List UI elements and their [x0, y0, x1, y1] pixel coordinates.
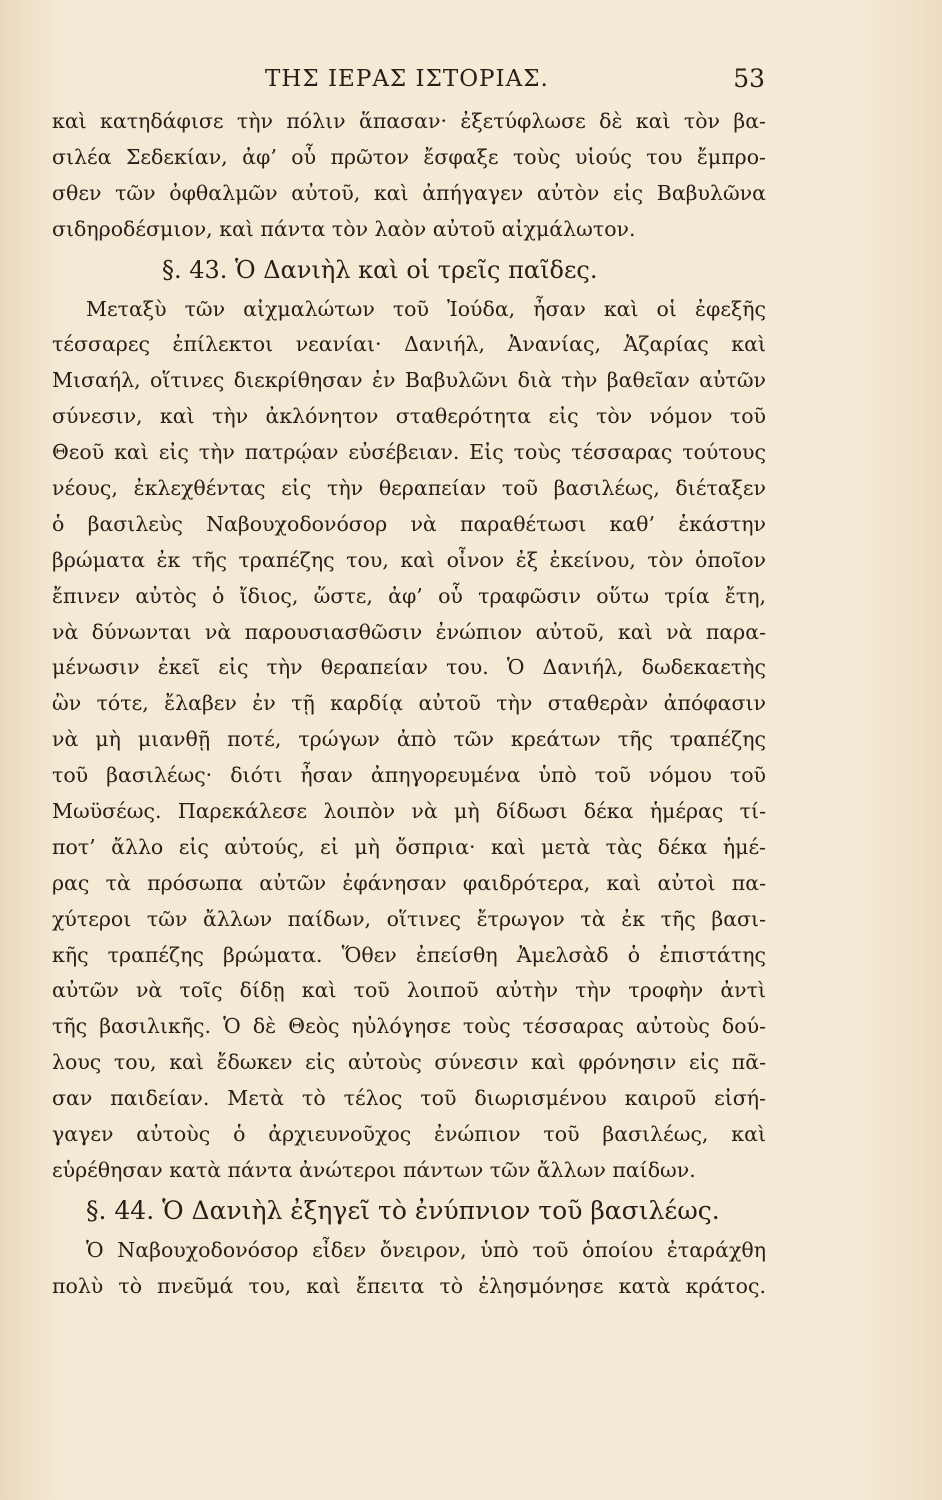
running-head [50, 60, 765, 104]
text-line: σιλέα Σεδεκίαν, ἀφ’ οὗ πρῶτον ἔσφαξε τοὺς υἱούς του ἔμπρο- [52, 144, 766, 169]
body-text [52, 104, 766, 1305]
text-line: ποτ’ ἄλλο εἰς αὐτούς, εἰ μὴ ὄσπρια· καὶ μετὰ τὰς δέκα ἡμέ- [52, 834, 766, 859]
text-line: αὐτῶν νὰ τοῖς δίδῃ καὶ τοῦ λοιποῦ αὐτὴν τὴν τροφὴν ἀντὶ [52, 978, 766, 1003]
text-line: ρας τὰ πρόσωπα αὐτῶν ἐφάνησαν φαιδρότερα, καὶ αὐτοὶ πα- [52, 870, 766, 895]
text-line: νὰ μὴ μιανθῇ ποτέ, τρώγων ἀπὸ τῶν κρεάτων τῆς τραπέζης [52, 727, 766, 752]
running-title: ΤΗΣ ΙΕΡΑΣ ΙΣΤΟΡΙΑΣ. [265, 66, 549, 92]
text-line: Μισαήλ, οἵτινες διεκρίθησαν ἐν Βαβυλῶνι διὰ τὴν βαθεῖαν αὐτῶν [52, 368, 766, 393]
text-line: νέους, ἐκλεχθέντας εἰς τὴν θεραπείαν τοῦ βασιλέως, διέταξεν [52, 476, 766, 501]
text-line: βρώματα ἐκ τῆς τραπέζης του, καὶ οἶνον ἐξ ἐκείνου, τὸν ὁποῖον [52, 547, 766, 572]
text-line: μένωσιν ἐκεῖ εἰς τὴν θεραπείαν του. Ὁ Δανιήλ, δωδεκαετὴς [52, 655, 766, 680]
section-heading-43: §. 43. Ὁ Δανιὴλ καὶ οἱ τρεῖς παῖδες. [162, 255, 598, 284]
text-line: ὁ βασιλεὺς Ναβουχοδονόσορ νὰ παραθέτωσι καθ’ ἑκάστην [52, 511, 766, 536]
text-line: σθεν τῶν ὀφθαλμῶν αὐτοῦ, καὶ ἀπήγαγεν αὐτὸν εἰς Βαβυλῶνα [52, 180, 766, 205]
text-line: καὶ κατηδάφισε τὴν πόλιν ἅπασαν· ἐξετύφλωσε δὲ καὶ τὸν βα- [52, 109, 766, 133]
text-line: σιδηροδέσμιον, καὶ πάντα τὸν λαὸν αὐτοῦ αἰχμάλωτον. [52, 216, 636, 241]
text-line: ἔπινεν αὐτὸς ὁ ἴδιος, ὥστε, ἀφ’ οὗ τραφῶσιν οὕτω τρία ἔτη, [52, 583, 766, 608]
page-number: 53 [733, 64, 765, 93]
text-line: κῆς τραπέζης βρώματα. Ὅθεν ἐπείσθη Ἀμελσὰδ ὁ ἐπιστάτης [52, 942, 766, 967]
text-line: σύνεσιν, καὶ τὴν ἀκλόνητον σταθερότητα εἰς τὸν νόμον τοῦ [52, 404, 766, 429]
text-line: λους του, καὶ ἔδωκεν εἰς αὐτοὺς σύνεσιν καὶ φρόνησιν εἰς πᾶ- [52, 1050, 766, 1075]
text-line: Ὁ Ναβουχοδονόσορ εἶδεν ὄνειρον, ὑπὸ τοῦ ὁποίου ἐταράχθη [86, 1237, 766, 1262]
text-line: τῆς βασιλικῆς. Ὁ δὲ Θεὸς ηὐλόγησε τοὺς τέσσαρας αὐτοὺς δού- [52, 1014, 766, 1039]
text-line: σαν παιδείαν. Μετὰ τὸ τέλος τοῦ διωρισμένου καιροῦ εἰσή- [52, 1086, 766, 1111]
section-heading-44: §. 44. Ὁ Δανιὴλ ἐξηγεῖ τὸ ἐνύπνιον τοῦ βασιλέως. [86, 1195, 720, 1225]
text-line: γαγεν αὐτοὺς ὁ ἀρχιευνοῦχος ἐνώπιον τοῦ βασιλέως, καὶ [52, 1122, 766, 1147]
text-line: τοῦ βασιλέως· διότι ἦσαν ἀπηγορευμένα ὑπὸ τοῦ νόμου τοῦ [52, 763, 766, 788]
text-line: Μεταξὺ τῶν αἰχμαλώτων τοῦ Ἰούδα, ἦσαν καὶ οἱ ἐφεξῆς [86, 296, 766, 321]
text-line: ὢν τότε, ἔλαβεν ἐν τῇ καρδίᾳ αὐτοῦ τὴν σταθερὰν ἀπόφασιν [52, 691, 766, 716]
text-line: τέσσαρες ἐπίλεκτοι νεανίαι· Δανιήλ, Ἀνανίας, Ἀζαρίας καὶ [52, 332, 766, 357]
text-line: πολὺ τὸ πνεῦμά του, καὶ ἔπειτα τὸ ἐλησμόνησε κατὰ κράτος. [52, 1273, 766, 1298]
text-line: Θεοῦ καὶ εἰς τὴν πατρῴαν εὐσέβειαν. Εἰς τοὺς τέσσαρας τούτους [52, 440, 766, 465]
text-line: νὰ δύνωνται νὰ παρουσιασθῶσιν ἐνώπιον αὐτοῦ, καὶ νὰ παρα- [52, 619, 766, 644]
text-line: χύτεροι τῶν ἄλλων παίδων, οἵτινες ἔτρωγον τὰ ἐκ τῆς βασι- [52, 906, 766, 931]
text-line: Μωϋσέως. Παρεκάλεσε λοιπὸν νὰ μὴ δίδωσι δέκα ἡμέρας τί- [52, 799, 766, 824]
text-line: εὑρέθησαν κατὰ πάντα ἀνώτεροι πάντων τῶν ἄλλων παίδων. [52, 1157, 696, 1182]
